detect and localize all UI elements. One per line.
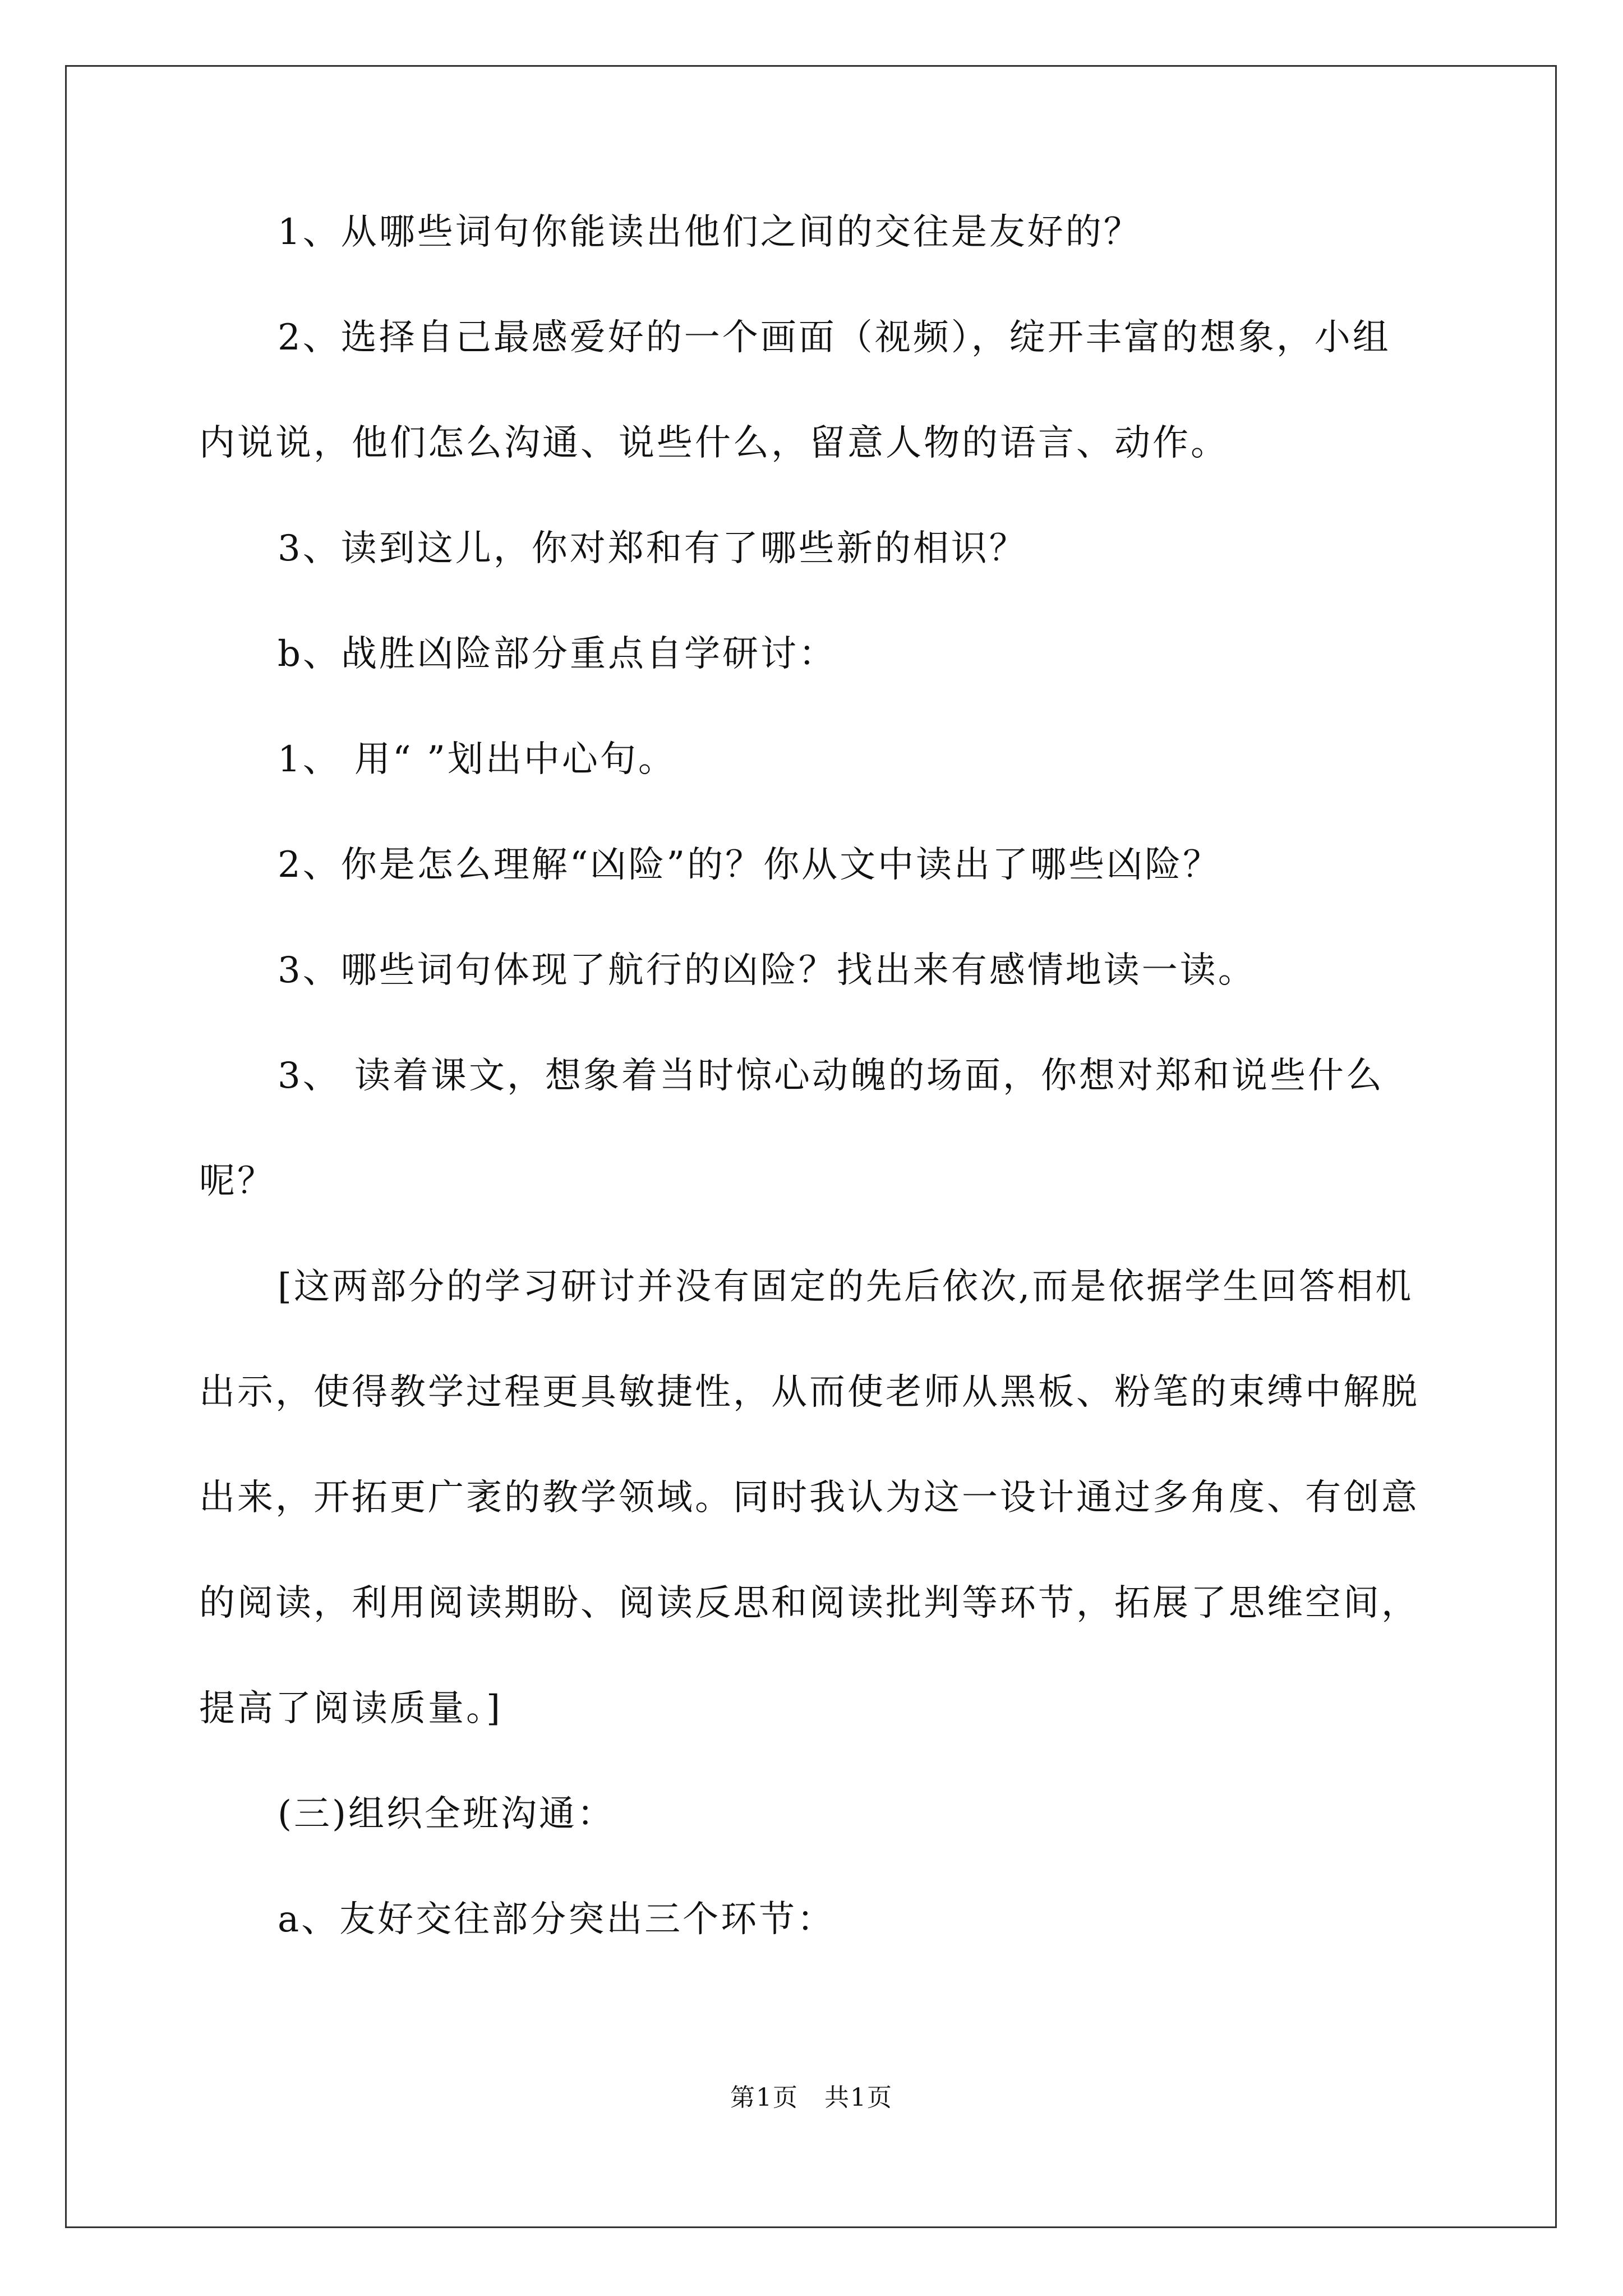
paragraph-5: 1、 用“ ”划出中心句。 [278,739,676,780]
paragraph-8: 3、 读着课文，想象着当时惊心动魄的场面，你想对郑和说些什么呢？ [199,1055,1385,1202]
paragraph-10: (三)组织全班沟通： [278,1793,615,1835]
paragraph-3: 3、读到这儿，你对郑和有了哪些新的相识？ [278,528,1027,569]
paragraph-6: 2、你是怎么理解“凶险”的？你从文中读出了哪些凶险？ [278,844,1221,886]
paragraph-1: 1、从哪些词句你能读出他们之间的交往是友好的？ [278,211,1142,253]
paragraph-11: a、友好交往部分突出三个环节： [278,1899,836,1940]
paragraph-2: 2、选择自己最感爱好的一个画面（视频），绽开丰富的想象，小组内说说，他们怎么沟通、说些什么，留意人物的语言、动作。 [199,317,1391,464]
paragraph-7: 3、哪些词句体现了航行的凶险？找出来有感情地读一读。 [278,950,1256,991]
page-footer: 第1页 共1页 [730,2083,893,2112]
paragraph-4: b、战胜凶险部分重点自学研讨： [278,633,837,675]
paragraph-9: [这两部分的学习研讨并没有固定的先后依次,而是依据学生回答相机出示，使得教学过程更具敏捷性，从而使老师从黑板、粉笔的束缚中解脱出来，开拓更广袤的教学领域。同时我认为这一设计通过多角度、有创意的阅读，利用阅读期盼、阅读反思和阅读批判等环节，拓展了思维空间，提高了阅读质量。] [199,1266,1419,1729]
